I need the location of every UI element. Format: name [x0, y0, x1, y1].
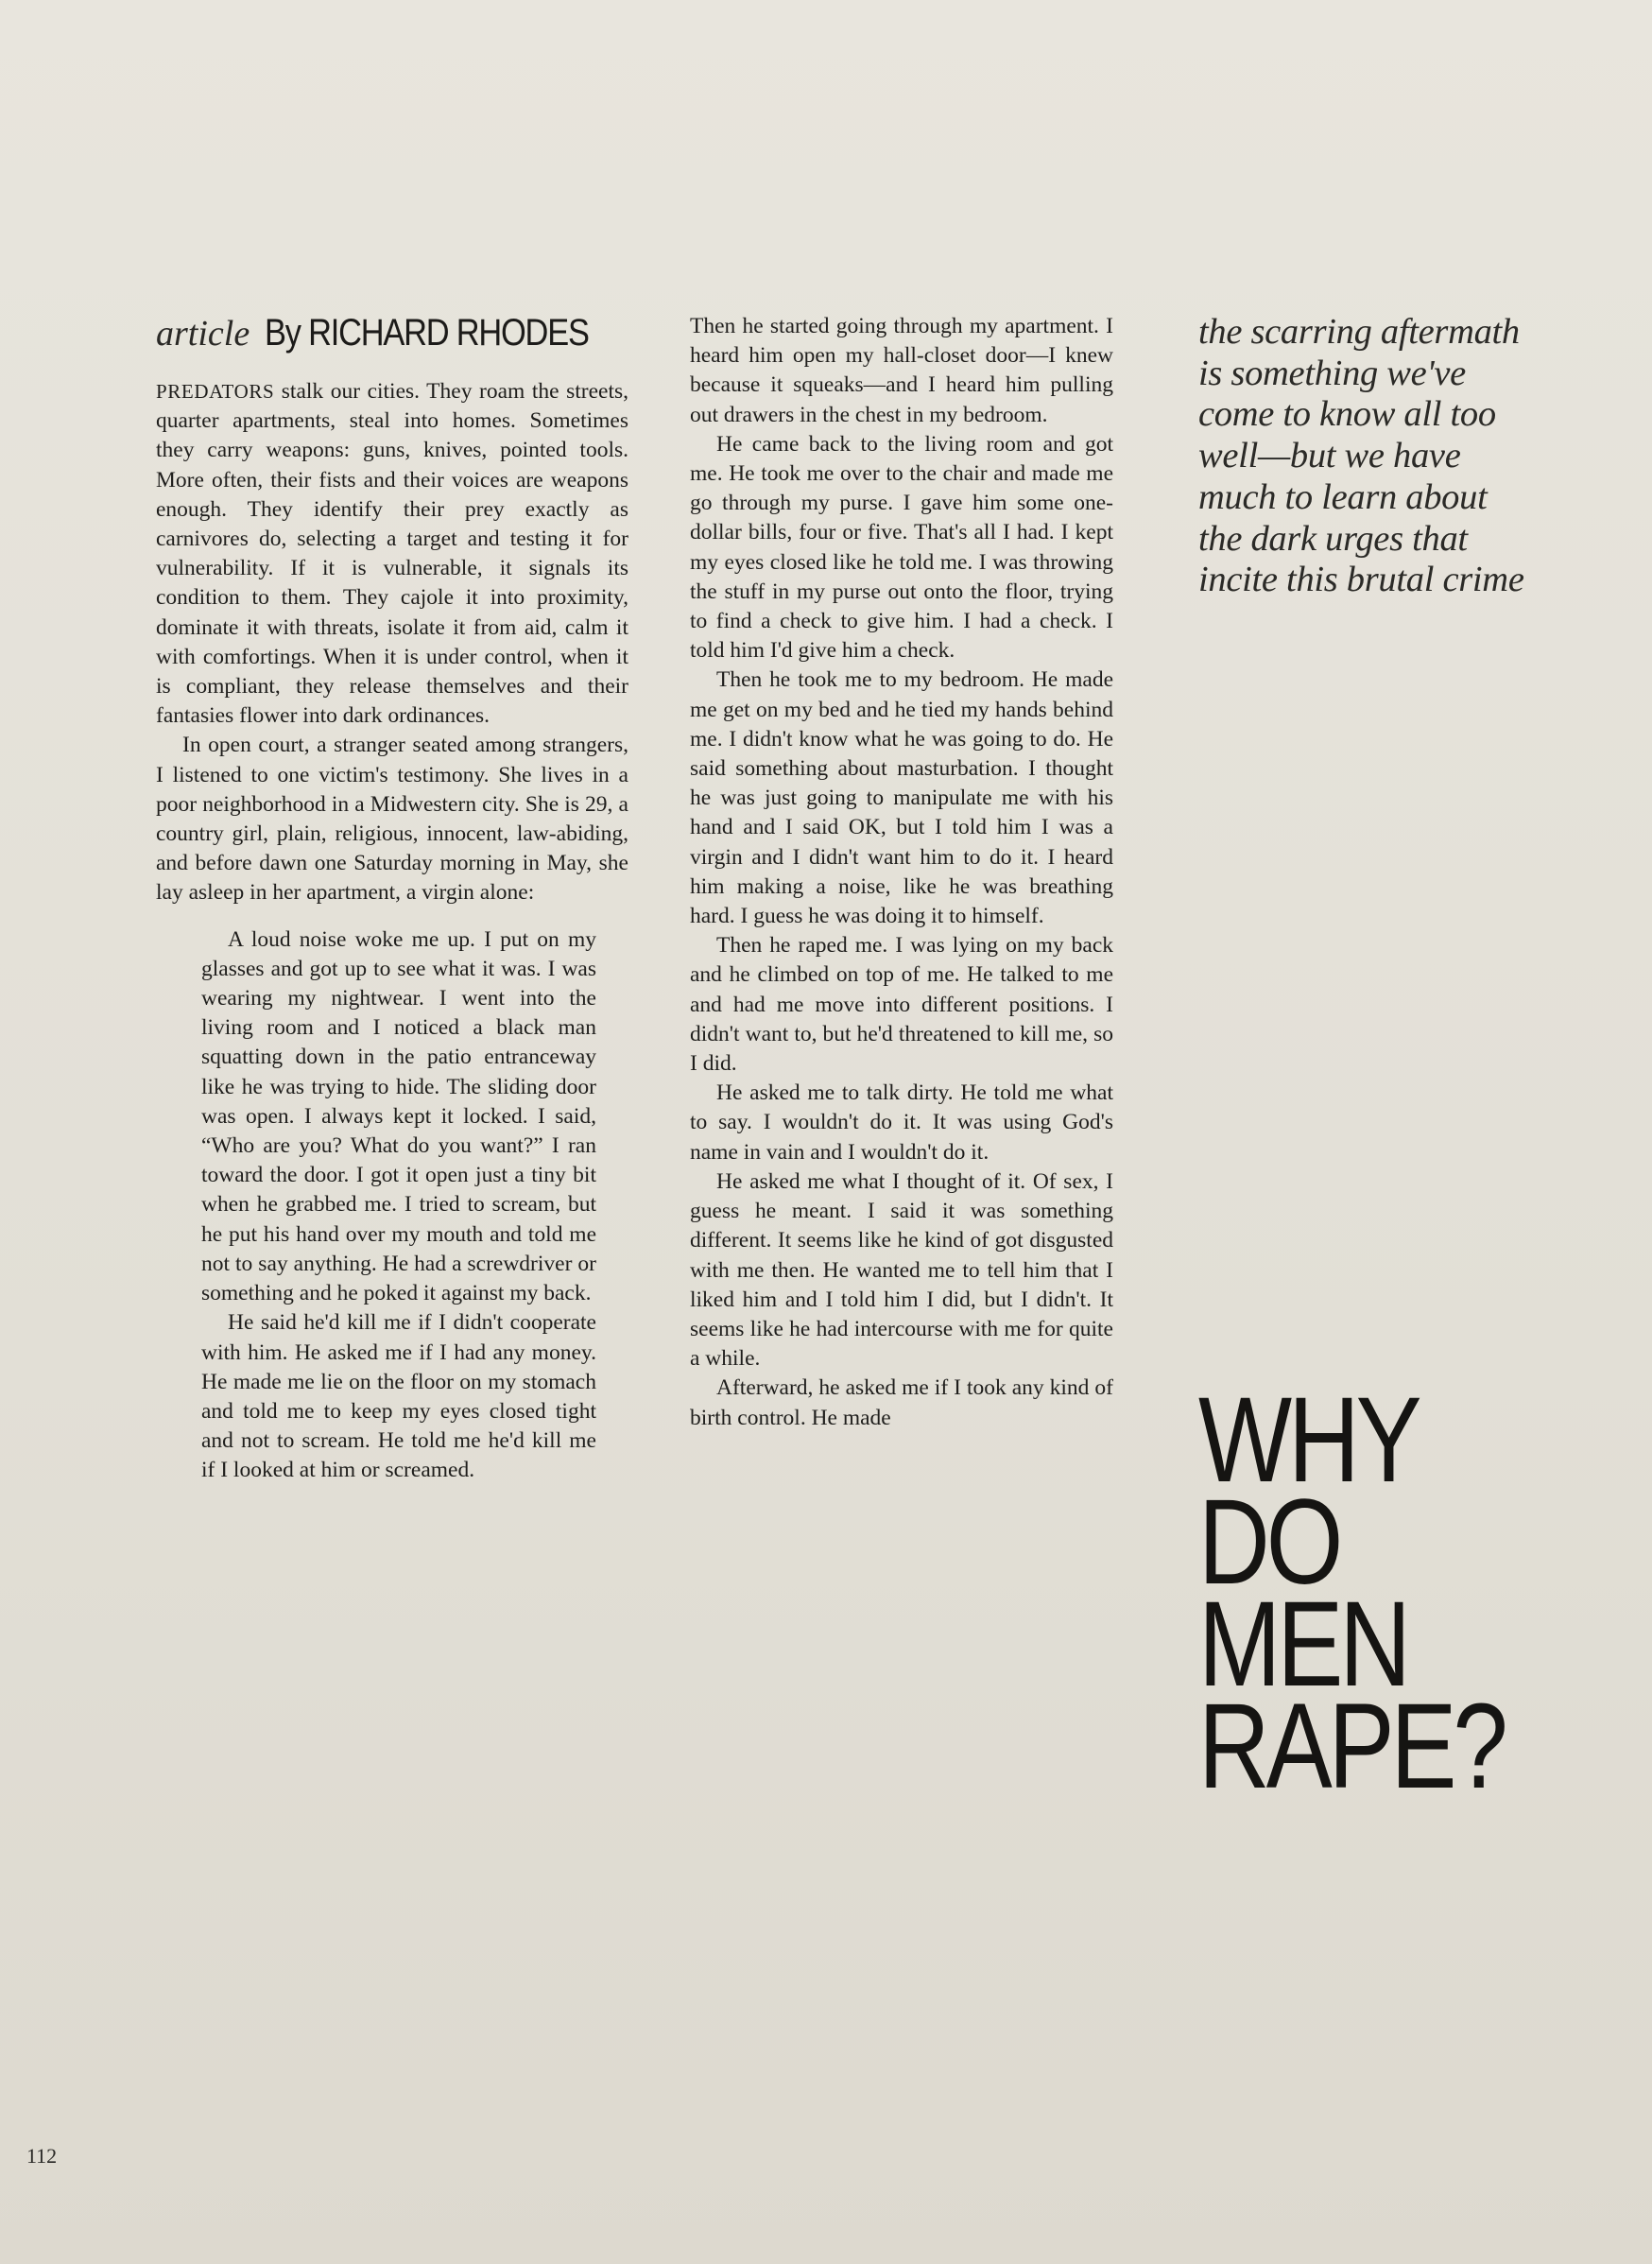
- deck-line: the dark urges that: [1198, 518, 1468, 559]
- section-kicker: article: [156, 314, 250, 354]
- headline-line: RAPE?: [1198, 1679, 1505, 1814]
- quote-paragraph: Then he started going through my apartment. I heard him open my hall-closet door—I knew because it squeaks—and I heard him pulling out drawers in the chest in my bedroom.: [690, 314, 1113, 427]
- headline-line: WHY: [1198, 1373, 1419, 1508]
- deck-line: is something we've: [1198, 353, 1466, 393]
- testimony-quote: [201, 925, 596, 1486]
- byline: [156, 312, 628, 354]
- quote-paragraph: He said he'd kill me if I didn't cooperate with him. He asked me if I had any money. He made me lie on the floor on my stomach and told me to keep my eyes closed tight and not to scream. He told me he'd kill me if I looked at him or screamed.: [201, 1310, 596, 1483]
- author-name: By RICHARD RHODES: [265, 312, 589, 354]
- article-column-2: [690, 312, 1113, 1433]
- body-paragraph: PREDATORS stalk our cities. They roam the streets, quarter apartments, steal into homes. Sometimes they carry weapons: guns, knives, pointed tools. More often, their fists and their voices are weapons enough. They identify their prey exactly as carnivores do, selecting a target and testing it for vulnerability. If it is vulnerable, it signals its condition to them. They cajole it into proximity, dominate it with threats, isolate it from aid, calm it with comfortings. When it is under control, when it is compliant, they release themselves and their fantasies flower into dark ordinances.: [156, 379, 628, 729]
- quote-paragraph: He came back to the living room and got me. He took me over to the chair and made me go through my purse. I gave him some one-dollar bills, four or five. That's all I had. I kept my eyes closed like he told me. I was throwing the stuff in my purse out onto the floor, trying to find a check to give him. I had a check. I told him I'd give him a check.: [690, 431, 1113, 664]
- deck-line: much to learn about: [1198, 476, 1488, 517]
- deck-line: well—but we have: [1198, 436, 1461, 476]
- deck-line: come to know all too: [1198, 394, 1496, 435]
- quote-paragraph: Then he raped me. I was lying on my back and he climbed on top of me. He talked to me and had me move into different positions. I didn't want to, but he'd threatened to kill me, so I did.: [690, 933, 1113, 1077]
- lead-word: PREDATORS: [156, 380, 275, 403]
- headline-line: DO: [1198, 1475, 1340, 1610]
- headline-line: MEN: [1198, 1577, 1407, 1712]
- deck-line: incite this brutal crime: [1198, 560, 1524, 600]
- article-column-1: [156, 312, 628, 1486]
- deck-subheadline: [1198, 312, 1576, 601]
- quote-paragraph: Then he took me to my bedroom. He made me get on my bed and he tied my hands behind me. I didn't know what he was going to do. He said something about masturbation. I thought he was just going to manipulate me with his hand and I said OK, but I told him I was a virgin and I didn't want him to do it. I heard him making a noise, like he was breathing hard. I guess he was doing it to himself.: [690, 667, 1113, 929]
- quote-paragraph: Afterward, he asked me if I took any kind of birth control. He made: [690, 1375, 1113, 1430]
- page-number: 112: [26, 2144, 58, 2168]
- deck-line: the scarring aftermath: [1198, 312, 1520, 352]
- headline: [1198, 1373, 1595, 1814]
- body-paragraph: In open court, a stranger seated among strangers, I listened to one victim's testimony. She lives in a poor neighborhood in a Midwestern city. She is 29, a country girl, plain, religious, innocent, law-abiding, and before dawn one Saturday morning in May, she lay asleep in her apartment, a virgin alone:: [156, 733, 628, 906]
- quote-paragraph: He asked me what I thought of it. Of sex, I guess he meant. I said it was something different. It seems like he kind of got disgusted with me then. He wanted me to tell him that I liked him and I told him I did, but I didn't. It seems like he had intercourse with me for quite a while.: [690, 1168, 1113, 1372]
- quote-paragraph: A loud noise woke me up. I put on my glasses and got up to see what it was. I was wearing my nightwear. I went into the living room and I noticed a black man squatting down in the patio entranceway like he was trying to hide. The sliding door was open. I always kept it locked. I said, “Who are you? What do you want?” I ran toward the door. I got it open just a tiny bit when he grabbed me. I tried to scream, but he put his hand over my mouth and told me not to say anything. He had a screwdriver or something and he poked it against my back.: [201, 926, 596, 1306]
- quote-paragraph: He asked me to talk dirty. He told me what to say. I wouldn't do it. It was using God's name in vain and I wouldn't do it.: [690, 1080, 1113, 1165]
